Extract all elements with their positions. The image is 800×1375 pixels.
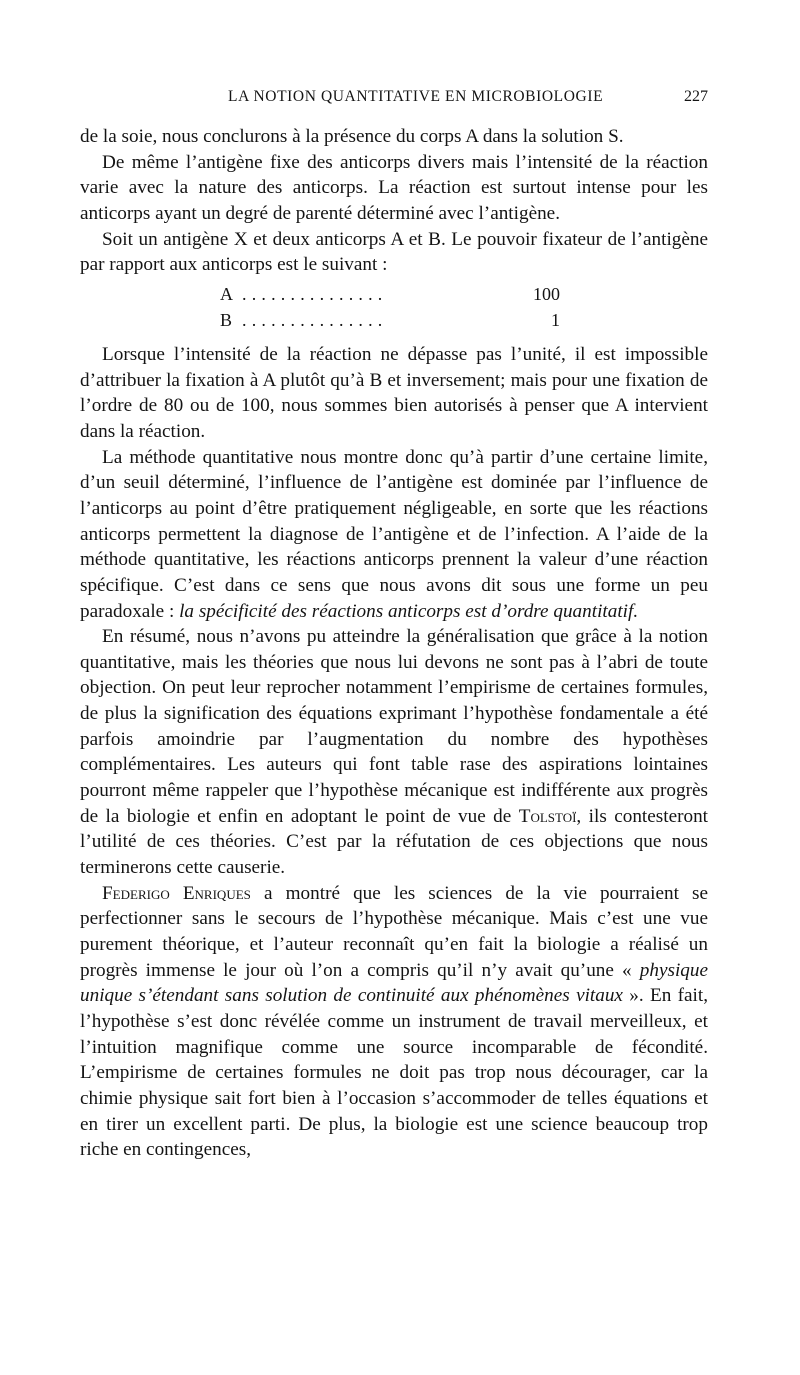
paragraph-6-text-b: , ils contesteront l’utilité de ces théories. C’est par la réfutation de ces objections que nous terminerons cette causerie.	[80, 805, 708, 879]
paragraph-1: de la soie, nous conclurons à la présence du corps A dans la solution S.	[80, 126, 624, 147]
paragraph-6	[80, 624, 708, 881]
leader-dots-a: ...............	[242, 283, 388, 304]
paragraph-6-text-a: En résumé, nous n’avons pu atteindre la généralisation que grâce à la notion quantitative, mais les théories que nous lui devons ne sont pas à l’abri de toute objection. On peut leur reprocher notamment l’empirisme de certaines formules, de plus la signification des équations exprimant l’hypothèse fondamentale a été parfois amoindrie par l’augmentation du nombre des hypothèses complémentaires. Les auteurs qui font table rase des aspirations lointaines pourront même rappeler que l’hypothèse mécanique est indifférente aux progrès de la biologie et enfin en adoptant le point de vue de	[80, 626, 708, 827]
paragraph-5-text: La méthode quantitative nous montre donc qu’à partir d’une certaine limite, d’un seuil déterminé, l’influence de l’antigène est dominée par l’influence de l’anticorps au point d’être pratiquement négligeable, en sorte que les réactions anticorps permettent la diagnose de l’antigène et de l’infection. A l’aide de la méthode quantitative, les réactions anticorps prennent la valeur d’une réaction spécifique. C’est dans ce sens que nous avons dit sous une forme un peu paradoxale :	[80, 446, 708, 622]
fixation-table	[80, 284, 708, 336]
page-header	[80, 88, 708, 110]
fixation-row-a	[80, 284, 708, 310]
page-number: 227	[684, 88, 708, 105]
running-title: LA NOTION QUANTITATIVE EN MICROBIOLOGIE	[228, 88, 604, 105]
paragraph-7-text-b: ». En fait, l’hypothèse s’est donc révélée comme un instrument de travail merveilleux, et l’intuition magnifique comme une source incomparable de fécondité. L’empirisme de certaines formules ne doit pas trop nous décourager, car la chimie physique sait fort bien à l’occasion s’accommoder de telles équations et en tirer un excellent parti. De plus, la biologie est une science beaucoup trop riche en contingences,	[80, 985, 708, 1161]
paragraph-5	[80, 445, 708, 625]
leader-dots-b: ...............	[242, 309, 388, 330]
paragraph-4: Lorsque l’intensité de la réaction ne dépasse pas l’unité, il est impossible d’attribuer la fixation à A plutôt qu’à B et inversement; mais pour une fixation de l’ordre de 80 ou de 100, nous sommes bien autorisés à penser que A intervient dans la réaction.	[80, 343, 708, 442]
paragraph-5-italic: la spécificité des réactions anticorps est d’ordre quantitatif.	[179, 600, 639, 622]
fixation-label-b: B	[220, 309, 233, 330]
page-body	[80, 124, 708, 1163]
fixation-value-b: 1	[551, 309, 560, 330]
paragraph-7	[80, 881, 708, 1163]
fixation-row-b	[80, 310, 708, 336]
paragraph-2: De même l’antigène fixe des anticorps divers mais l’intensité de la réaction varie avec la nature des anticorps. La réaction est surtout intense pour les anticorps ayant un degré de parenté déterminé avec l’antigène.	[80, 151, 708, 224]
paragraph-7-italic: physique unique s’étendant sans solution de continuité aux phénomènes vitaux	[80, 959, 708, 1007]
fixation-label-a: A	[220, 283, 233, 304]
paragraph-3: Soit un antigène X et deux anticorps A et B. Le pouvoir fixateur de l’antigène par rapport aux anticorps est le suivant :	[80, 228, 708, 276]
author-name-tolstoi: Tolstoï	[518, 805, 577, 827]
paragraph-7-text-a: a montré que les sciences de la vie pourraient se perfectionner sans le secours de l’hypothèse mécanique. Mais c’est une vue purement théorique, et l’auteur reconnaît qu’en fait la biologie a réalisé un progrès immense le jour où l’on a compris qu’il n’y avait qu’une «	[80, 882, 708, 981]
author-name-enriques: Federigo Enriques	[102, 882, 251, 904]
fixation-value-a: 100	[533, 283, 560, 304]
